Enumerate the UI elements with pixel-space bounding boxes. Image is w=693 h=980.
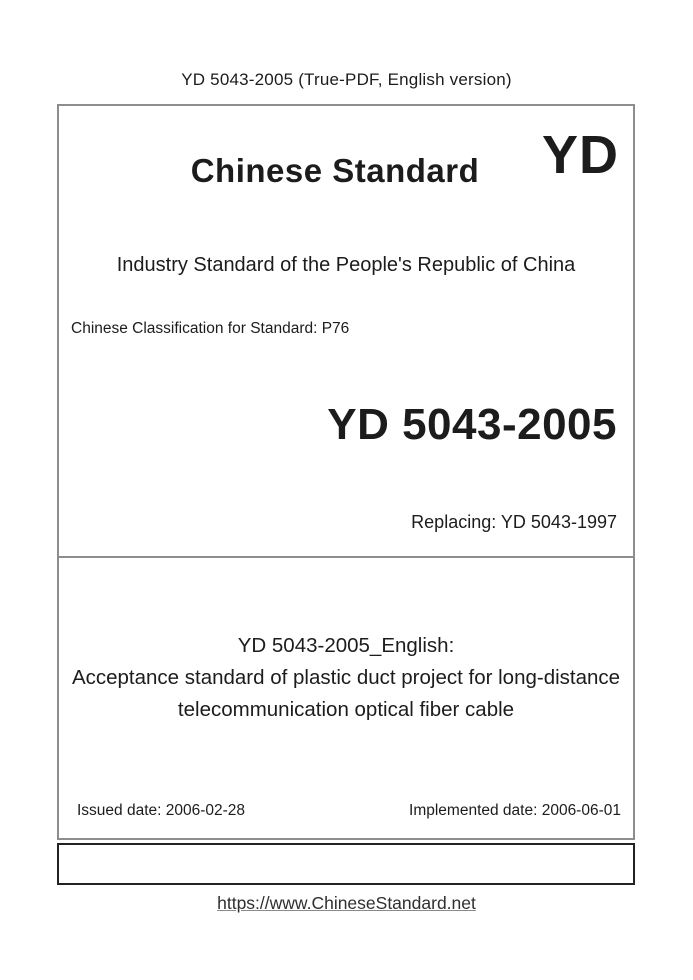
replacing-note: Replacing: YD 5043-1997 — [411, 512, 617, 532]
brand-title: Chinese Standard — [190, 152, 480, 189]
chinesestandard-link[interactable]: https://www.ChineseStandard.net — [217, 893, 476, 913]
classification-text: Chinese Classification for Standard: P76 — [71, 320, 350, 337]
document-title-line-1: YD 5043-2005_English: — [237, 634, 455, 657]
document-title-line-3: telecommunication optical fiber cable — [177, 698, 515, 721]
standard-number: YD 5043-2005 — [327, 400, 617, 449]
implemented-date: Implemented date: 2006-06-01 — [409, 802, 621, 819]
footer-link-wrap — [0, 893, 693, 914]
dates-row — [59, 802, 633, 820]
issued-date: Issued date: 2006-02-28 — [77, 802, 246, 819]
cover-box — [57, 104, 635, 840]
empty-footer-box — [57, 843, 635, 885]
cover-lower-section — [59, 558, 633, 840]
document-title-line-2: Acceptance standard of plastic duct project for long-distance — [71, 666, 621, 689]
yd-logo: YD — [541, 125, 619, 185]
page-header-title: YD 5043-2005 (True-PDF, English version) — [181, 70, 512, 89]
industry-standard-subtitle: Industry Standard of the People's Republic of China — [116, 254, 576, 276]
cover-upper-section — [59, 106, 633, 558]
document-title — [59, 630, 633, 726]
